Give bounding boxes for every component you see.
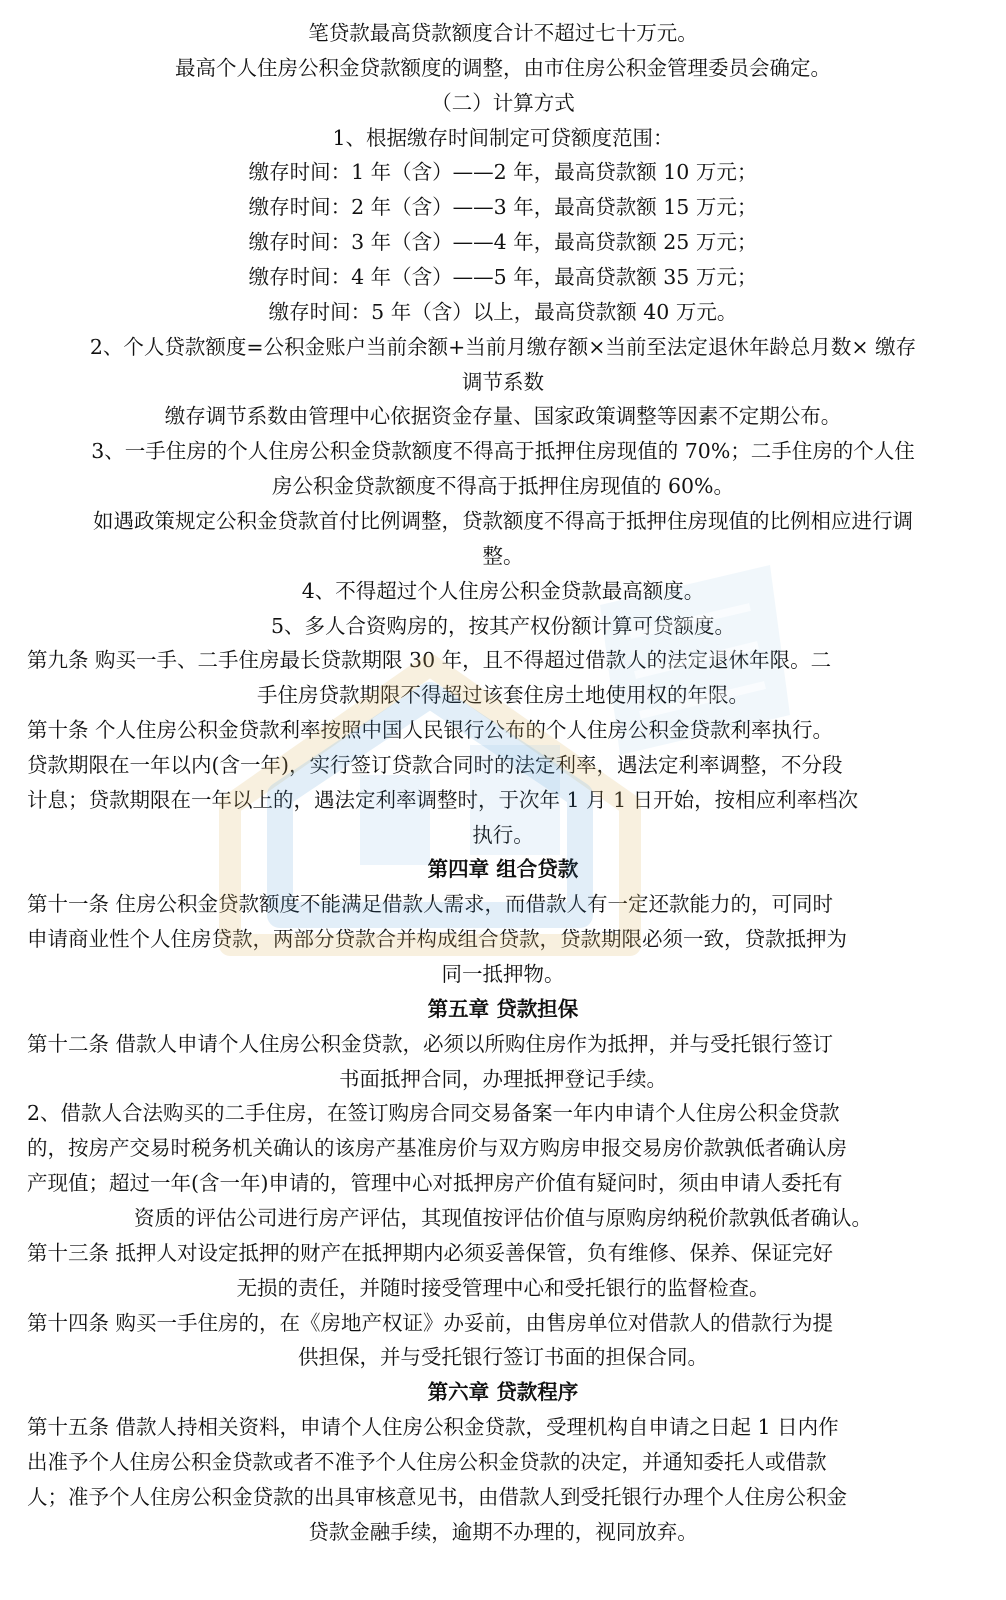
text-line: 的，按房产交易时税务机关确认的该房产基准房价与双方购房申报交易房价款孰低者确认房 xyxy=(27,1136,847,1161)
text-line: 出准予个人住房公积金贷款或者不准予个人住房公积金贷款的决定，并通知委托人或借款 xyxy=(27,1449,827,1474)
text-line: 资质的评估公司进行房产评估，其现值按评估价值与原购房纳税价款孰低者确认。 xyxy=(134,1205,872,1230)
text-line: 第十一条 住房公积金贷款额度不能满足借款人需求，而借款人有一定还款能力的，可同时 xyxy=(27,892,834,917)
text-line: 2、借款人合法购买的二手住房，在签订购房合同交易备案一年内申请个人住房公积金贷款 xyxy=(27,1101,840,1126)
text-line: 第十四条 购买一手住房的，在《房地产权证》办妥前，由售房单位对借款人的借款行为提 xyxy=(27,1310,834,1335)
text-line: 无损的责任，并随时接受管理中心和受托银行的监督检查。 xyxy=(236,1275,770,1300)
text-line: 第十五条 借款人持相关资料，申请个人住房公积金贷款，受理机构自申请之日起 1 日内作 xyxy=(27,1415,839,1439)
text-line: 如遇政策规定公积金贷款首付比例调整，贷款额度不得高于抵押住房现值的比例相应进行调 xyxy=(93,508,913,533)
text-line: 1、根据缴存时间制定可贷额度范围： xyxy=(332,125,674,150)
text-line: 贷款期限在一年以内(含一年)，实行签订贷款合同时的法定利率，遇法定利率调整，不分段 xyxy=(27,752,843,777)
text-line: 调节系数 xyxy=(462,369,544,394)
text-line: 计息；贷款期限在一年以上的，遇法定利率调整时，于次年 1 月 1 日开始，按相应利率档次 xyxy=(27,787,859,812)
chapter-heading: 第五章 贷款担保 xyxy=(427,996,579,1021)
chapter-heading: 第六章 贷款程序 xyxy=(427,1380,579,1405)
text-line: 产现值；超过一年(含一年)申请的，管理中心对抵押房产价值有疑问时，须由申请人委托有 xyxy=(27,1171,843,1195)
text-line: 5、多人合资购房的，按其产权份额计算可贷额度。 xyxy=(270,613,736,638)
text-line: 缴存时间：5 年（含）以上，最高贷款额 40 万元。 xyxy=(268,299,738,324)
text-line: 最高个人住房公积金贷款额度的调整，由市住房公积金管理委员会确定。 xyxy=(175,55,831,80)
text-line: 供担保，并与受托银行签订书面的担保合同。 xyxy=(298,1345,708,1370)
text-line: 房公积金贷款额度不得高于抵押住房现值的 60%。 xyxy=(271,474,735,499)
text-line: 3、一手住房的个人住房公积金贷款额度不得高于抵押住房现值的 70%；二手住房的个人住 xyxy=(91,439,915,464)
text-line: 整。 xyxy=(482,543,524,568)
text-line: 第十条 个人住房公积金贷款利率按照中国人民银行公布的个人住房公积金贷款利率执行。 xyxy=(27,718,834,742)
text-line: 同一抵押物。 xyxy=(441,962,565,986)
text-line: 手住房贷款期限不得超过该套住房土地使用权的年限。 xyxy=(257,683,749,708)
chapter-heading: 第四章 组合贷款 xyxy=(427,857,579,882)
text-line: 贷款金融手续，逾期不办理的，视同放弃。 xyxy=(308,1519,698,1544)
text-line: 笔贷款最高贷款额度合计不超过七十万元。 xyxy=(308,21,698,45)
text-line: 缴存时间：3 年（含）——4 年，最高贷款额 25 万元； xyxy=(248,230,758,255)
text-line: 书面抵押合同，办理抵押登记手续。 xyxy=(339,1066,667,1091)
text-line: 缴存时间：2 年（含）——3 年，最高贷款额 15 万元； xyxy=(248,195,758,220)
text-line: 第十三条 抵押人对设定抵押的财产在抵押期内必须妥善保管，负有维修、保养、保证完好 xyxy=(27,1240,834,1265)
text-line: 第九条 购买一手、二手住房最长贷款期限 30 年，且不得超过借款人的法定退休年限。二 xyxy=(27,648,832,673)
text-line: 缴存调节系数由管理中心依据资金存量、国家政策调整等因素不定期公布。 xyxy=(164,404,842,429)
text-line: 执行。 xyxy=(472,822,534,847)
text-line: 缴存时间：1 年（含）——2 年，最高贷款额 10 万元； xyxy=(248,160,758,185)
text-line: 人；准予个人住房公积金贷款的出具审核意见书，由借款人到受托银行办理个人住房公积金 xyxy=(27,1484,847,1509)
text-line: 2、个人贷款额度=公积金账户当前余额+当前月缴存额×当前至法定退休年龄总月数× 缴存 xyxy=(89,334,917,359)
text-line: （二）计算方式 xyxy=(431,90,575,115)
text-line: 第十二条 借款人申请个人住房公积金贷款，必须以所购住房作为抵押，并与受托银行签订 xyxy=(27,1031,834,1056)
text-line: 4、不得超过个人住房公积金贷款最高额度。 xyxy=(301,578,705,603)
text-line: 缴存时间：4 年（含）——5 年，最高贷款额 35 万元； xyxy=(248,265,758,289)
text-line: 申请商业性个人住房贷款，两部分贷款合并构成组合贷款，贷款期限必须一致，贷款抵押为 xyxy=(27,927,847,952)
